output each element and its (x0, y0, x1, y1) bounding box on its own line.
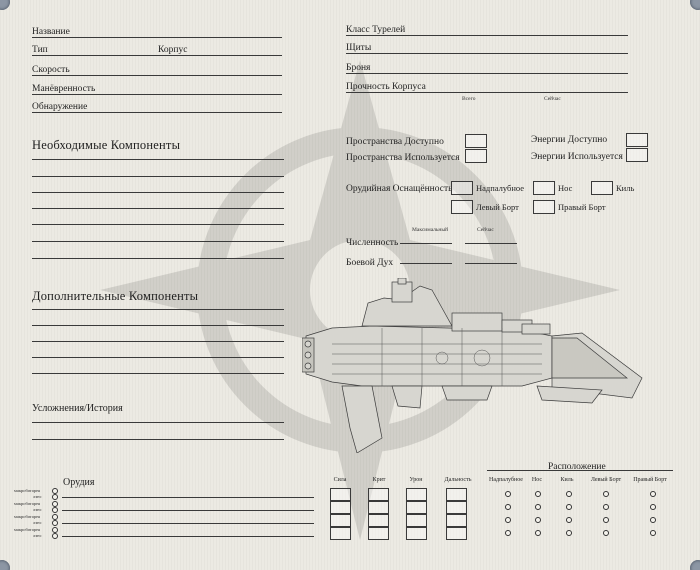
label-power-used: Энергии Используется (531, 152, 623, 162)
label-population: Численность (346, 238, 399, 248)
upgrades-line[interactable] (32, 422, 284, 423)
field-hull-integrity[interactable] (346, 92, 628, 93)
starboard-capacity-box[interactable] (533, 200, 555, 214)
section-essential-components: Необходимые Компоненты (32, 138, 181, 152)
weapon-type-lance-label: лэнс (33, 494, 42, 499)
placement-dorsal-radio[interactable] (505, 504, 511, 510)
supplemental-line[interactable] (32, 357, 284, 358)
label-maneuver: Манёвренность (32, 84, 96, 94)
field-speed[interactable] (32, 75, 282, 76)
label-hull-current: Сейчас (544, 96, 561, 102)
essential-line[interactable] (32, 192, 284, 193)
col-damage: Урон (409, 477, 423, 483)
label-keel: Киль (616, 183, 635, 193)
weapon-damage-box[interactable] (406, 527, 427, 540)
field-turret[interactable] (346, 35, 628, 36)
placement-starboard-radio[interactable] (650, 517, 656, 523)
supplemental-line[interactable] (32, 373, 284, 374)
power-available-box[interactable] (626, 133, 648, 147)
placement-port-radio[interactable] (603, 517, 609, 523)
field-name[interactable] (32, 37, 282, 38)
weapon-type-macro-label: макробатарея (14, 514, 41, 519)
placement-dorsal-radio[interactable] (505, 491, 511, 497)
weapon-type-macro-label: макробатарея (14, 527, 41, 532)
section-supplemental-components: Дополнительные Компоненты (32, 289, 199, 303)
field-maneuver[interactable] (32, 94, 282, 95)
weapon-type-lance-label: лэнс (33, 520, 42, 525)
weapon-range-box[interactable] (446, 488, 467, 501)
label-prow: Нос (558, 183, 573, 193)
placement-port-radio[interactable] (603, 491, 609, 497)
weapon-crit-box[interactable] (368, 501, 389, 514)
space-available-box[interactable] (465, 134, 487, 148)
placement-keel-radio[interactable] (566, 504, 572, 510)
label-speed: Скорость (32, 65, 70, 75)
essential-line[interactable] (32, 224, 284, 225)
placement-starboard-radio[interactable] (650, 504, 656, 510)
placement-starboard-radio[interactable] (650, 491, 656, 497)
col-crit: Крит (372, 477, 386, 483)
weapon-name-field[interactable] (62, 510, 314, 511)
corner-rivet (0, 560, 10, 570)
placement-keel-radio[interactable] (566, 491, 572, 497)
corner-rivet (690, 0, 700, 10)
label-starboard: Правый Борт (558, 202, 606, 212)
label-type: Тип (32, 45, 48, 55)
weapon-name-field[interactable] (62, 523, 314, 524)
weapon-type-lance-label: лэнс (33, 533, 42, 538)
weapon-strength-box[interactable] (330, 488, 351, 501)
label-armor: Броня (346, 63, 371, 73)
weapon-type-macro-label: макробатарея (14, 501, 41, 506)
placement-keel-radio[interactable] (566, 530, 572, 536)
weapon-type-macro-label: макробатарея (14, 488, 41, 493)
placement-col-starboard: Правый Борт (633, 477, 667, 483)
weapon-type-lance-label: лэнс (33, 507, 42, 512)
label-weapon-capacity: Орудийная Оснащённость (346, 184, 453, 194)
col-range: Дальность (444, 477, 472, 483)
placement-port-radio[interactable] (603, 504, 609, 510)
space-used-box[interactable] (465, 149, 487, 163)
label-morale: Боевой Дух (346, 258, 394, 268)
weapon-lance-radio[interactable] (52, 494, 58, 500)
section-upgrades: Усложнения/История (32, 403, 123, 414)
placement-prow-radio[interactable] (535, 530, 541, 536)
label-hull-max: Всего (462, 96, 476, 102)
prow-capacity-box[interactable] (533, 181, 555, 195)
field-detection[interactable] (32, 112, 282, 113)
field-type-hull[interactable] (32, 55, 282, 56)
label-detection: Обнаружение (32, 102, 88, 112)
weapon-crit-box[interactable] (368, 527, 389, 540)
weapon-crit-box[interactable] (368, 488, 389, 501)
weapons-title: Орудия (63, 477, 95, 488)
corner-rivet (690, 560, 700, 570)
placement-keel-radio[interactable] (566, 517, 572, 523)
morale-max-field[interactable] (400, 263, 452, 264)
weapon-strength-box[interactable] (330, 527, 351, 540)
placement-port-radio[interactable] (603, 530, 609, 536)
col-strength: Сила (333, 477, 347, 483)
weapon-damage-box[interactable] (406, 501, 427, 514)
weapon-lance-radio[interactable] (52, 533, 58, 539)
placement-title: Расположение (548, 462, 606, 472)
keel-capacity-box[interactable] (591, 181, 613, 195)
weapon-name-field[interactable] (62, 536, 314, 537)
essential-line[interactable] (32, 258, 284, 259)
field-armor[interactable] (346, 73, 628, 74)
placement-dorsal-radio[interactable] (505, 517, 511, 523)
placement-prow-radio[interactable] (535, 504, 541, 510)
port-capacity-box[interactable] (451, 200, 473, 214)
essential-line[interactable] (32, 159, 284, 160)
label-turret: Класс Турелей (346, 25, 406, 35)
weapon-range-box[interactable] (446, 514, 467, 527)
placement-prow-radio[interactable] (535, 517, 541, 523)
weapon-range-box[interactable] (446, 501, 467, 514)
weapon-lance-radio[interactable] (52, 507, 58, 513)
ship-illustration (302, 278, 647, 453)
population-current-field[interactable] (465, 243, 517, 244)
label-crew-current: Сейчас (477, 227, 494, 233)
field-shields[interactable] (346, 53, 628, 54)
power-used-box[interactable] (626, 148, 648, 162)
placement-divider (487, 470, 673, 471)
weapon-damage-box[interactable] (406, 488, 427, 501)
weapon-strength-box[interactable] (330, 514, 351, 527)
weapon-crit-box[interactable] (368, 514, 389, 527)
weapon-name-field[interactable] (62, 497, 314, 498)
placement-prow-radio[interactable] (535, 491, 541, 497)
essential-line[interactable] (32, 176, 284, 177)
weapon-damage-box[interactable] (406, 514, 427, 527)
label-shields: Щиты (346, 43, 372, 53)
label-power-available: Энергии Доступно (531, 135, 608, 145)
corner-rivet (0, 0, 10, 10)
morale-current-field[interactable] (465, 263, 517, 264)
label-space-used: Пространства Используется (346, 153, 460, 163)
label-hull-integrity: Прочность Корпуса (346, 82, 426, 92)
label-name: Название (32, 27, 70, 37)
placement-col-keel: Киль (560, 477, 574, 483)
placement-col-port: Левый Борт (590, 477, 622, 483)
dorsal-capacity-box[interactable] (451, 181, 473, 195)
label-port: Левый Борт (476, 202, 519, 212)
label-space-available: Пространства Доступно (346, 137, 444, 147)
supplemental-line[interactable] (32, 341, 284, 342)
label-hull: Корпус (158, 45, 188, 55)
essential-line[interactable] (32, 241, 284, 242)
weapon-range-box[interactable] (446, 527, 467, 540)
label-crew-max: Максимальный (412, 227, 449, 233)
population-max-field[interactable] (400, 243, 452, 244)
weapon-lance-radio[interactable] (52, 520, 58, 526)
upgrades-line[interactable] (32, 439, 284, 440)
placement-dorsal-radio[interactable] (505, 530, 511, 536)
placement-col-prow: Нос (531, 477, 543, 483)
supplemental-line[interactable] (32, 325, 284, 326)
label-dorsal: Надпалубное (476, 183, 525, 193)
essential-line[interactable] (32, 208, 284, 209)
placement-starboard-radio[interactable] (650, 530, 656, 536)
placement-col-dorsal: Надпалубное (489, 477, 523, 483)
weapon-strength-box[interactable] (330, 501, 351, 514)
supplemental-line[interactable] (32, 309, 284, 310)
